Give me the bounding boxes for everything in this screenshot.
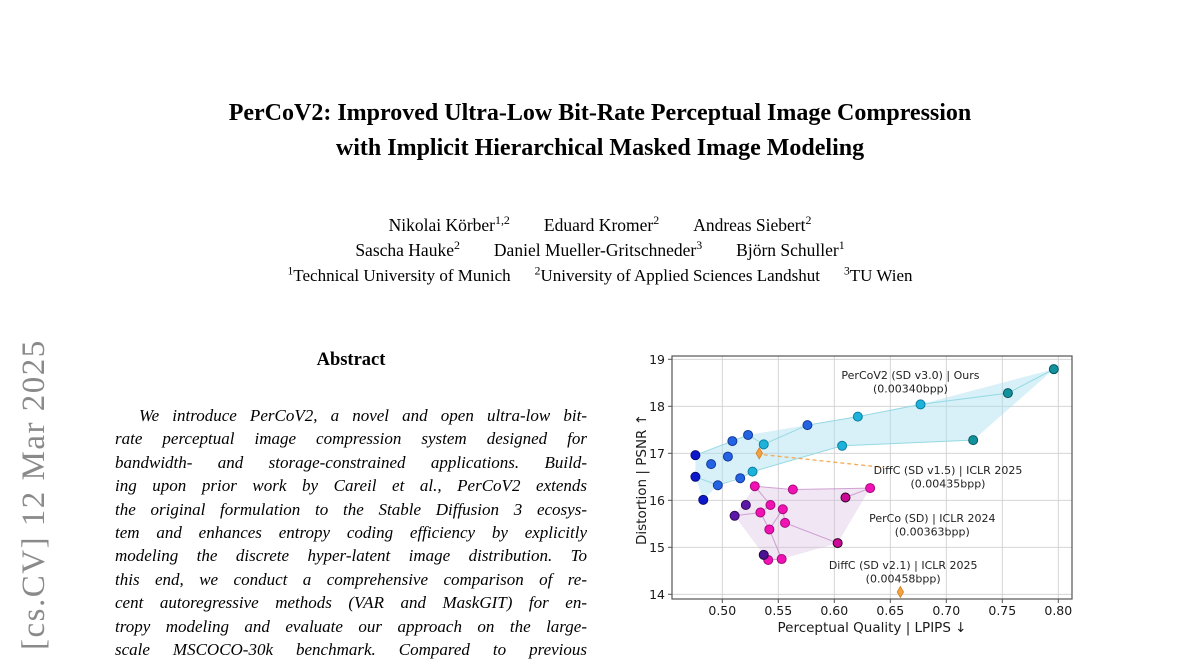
data-point (866, 484, 875, 493)
data-point (713, 481, 722, 490)
chart-annotation: PerCo (SD) | ICLR 2024 (0.00363bpp) (869, 512, 996, 539)
chart-annotation: DiffC (SD v2.1) | ICLR 2025 (0.00458bpp) (828, 559, 978, 586)
data-point (723, 452, 732, 461)
affiliation: $^2$University of Applied Sciences Landshut (534, 264, 820, 285)
abstract-line: tem and enhances entropy coding efficiency by explicitly (115, 523, 587, 543)
author-name: Andreas Siebert$^2$ (693, 213, 812, 235)
affiliation: $^1$Technical University of Munich (287, 264, 511, 285)
y-tick-label: 19 (649, 351, 665, 367)
data-point (969, 436, 978, 445)
diffc-diamond-marker (897, 586, 903, 597)
x-tick-label: 0.65 (876, 603, 905, 618)
benchmark-scatter-chart (635, 342, 1095, 644)
data-point (707, 460, 716, 469)
data-point (853, 412, 862, 421)
abstract-line: this end, we conduct a comprehensive comparison of re- (115, 569, 587, 589)
data-point (748, 467, 757, 476)
y-tick-label: 15 (649, 539, 665, 555)
abstract-heading: Abstract (316, 350, 386, 370)
y-axis-label: Distortion | PSNR ↑ (634, 413, 650, 546)
y-tick-label: 16 (649, 492, 665, 508)
authors-row-2 (0, 238, 1200, 261)
x-tick-label: 0.50 (708, 603, 737, 618)
chart-annotation: DiffC (SD v1.5) | ICLR 2025 (0.00435bpp) (873, 463, 1023, 491)
data-point (691, 451, 700, 460)
x-tick-label: 0.75 (988, 603, 1017, 618)
data-point (803, 421, 812, 430)
author-name: Sascha Hauke$^2$ (355, 238, 460, 260)
arxiv-watermark: [cs.CV] 12 Mar 2025 (16, 339, 52, 650)
abstract-line: rate perceptual image compression system designed for (115, 429, 587, 449)
abstract-section (115, 350, 587, 661)
data-point (838, 441, 847, 450)
x-axis-label: Perceptual Quality | LPIPS ↓ (777, 620, 967, 636)
data-point (744, 430, 753, 439)
y-tick-label: 14 (649, 586, 665, 602)
data-point (788, 485, 797, 494)
x-tick-label: 0.80 (1044, 603, 1073, 618)
data-point (730, 511, 739, 520)
data-point (759, 550, 768, 559)
title-line-1: PerCoV2: Improved Ultra-Low Bit-Rate Perceptual Image Compression (228, 100, 972, 126)
data-point (833, 539, 842, 548)
abstract-line: bandwidth- and storage-constrained applications. Build- (115, 452, 587, 472)
affiliations-row (0, 264, 1200, 286)
abstract-body (115, 404, 587, 661)
abstract-line: the original formulation to the Stable Diffusion 3 ecosys- (115, 499, 587, 519)
chart-svg (635, 342, 1095, 644)
data-point (777, 555, 786, 564)
data-point (736, 474, 745, 483)
data-point (781, 518, 790, 527)
abstract-line: modeling the discrete hyper-latent image distribution. To (115, 546, 587, 566)
y-tick-label: 18 (649, 398, 665, 414)
abstract-line: scale MSCOCO-30k benchmark. Compared to previous (115, 640, 587, 660)
data-point (1003, 389, 1012, 398)
data-point (728, 437, 737, 446)
paper-title (0, 96, 1200, 166)
abstract-line: ing upon prior work by Careil et al., PerCoV2 extends (115, 476, 587, 496)
authors-row-1 (0, 213, 1200, 236)
data-point (916, 400, 925, 409)
author-name: Nikolai Körber$^{1,2}$ (388, 213, 510, 235)
title-line-2: with Implicit Hierarchical Masked Image Modeling (335, 135, 865, 161)
data-point (766, 501, 775, 510)
data-point (778, 505, 787, 514)
data-point (691, 472, 700, 481)
y-tick-label: 17 (649, 445, 665, 461)
data-point (759, 440, 768, 449)
author-name: Eduard Kromer$^2$ (543, 213, 660, 235)
abstract-line: tropy modeling and evaluate our approach on the large- (115, 616, 587, 636)
data-point (750, 482, 759, 491)
data-point (756, 508, 765, 517)
data-point (1049, 365, 1058, 374)
chart-annotation: PerCoV2 (SD v3.0) | Ours (0.00340bpp) (841, 368, 980, 396)
affiliation: $^3$TU Wien (843, 264, 913, 285)
author-name: Björn Schuller$^1$ (736, 238, 845, 260)
abstract-line: We introduce PerCoV2, a novel and open ultra-low bit- (139, 406, 587, 425)
author-name: Daniel Mueller-Gritschneder$^3$ (493, 238, 703, 260)
data-point (699, 495, 708, 504)
abstract-line: cent autoregressive methods (VAR and MaskGIT) for en- (115, 593, 587, 613)
x-tick-label: 0.55 (764, 603, 793, 618)
x-tick-label: 0.70 (932, 603, 961, 618)
data-point (741, 501, 750, 510)
data-point (841, 493, 850, 502)
x-tick-label: 0.60 (820, 603, 849, 618)
data-point (765, 525, 774, 534)
